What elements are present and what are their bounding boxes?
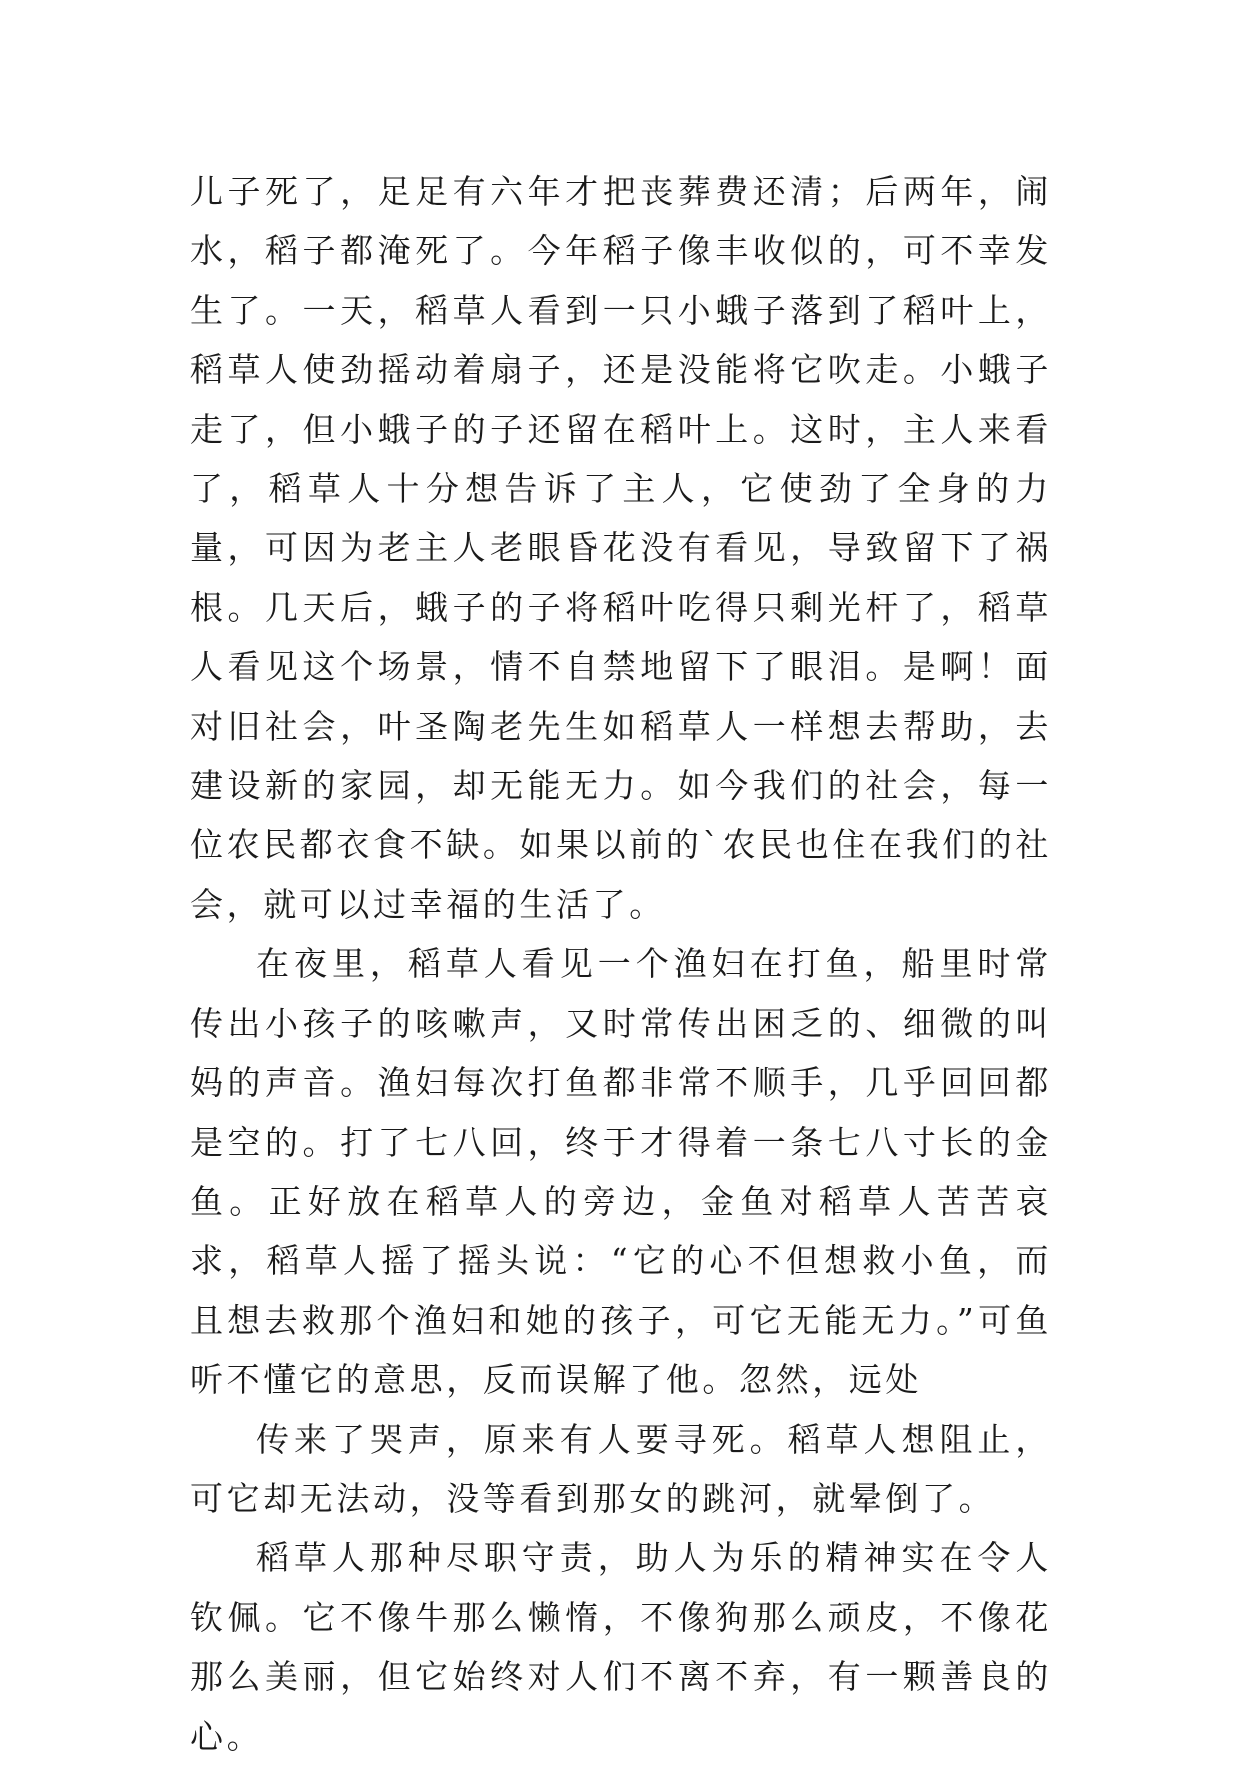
paragraph-4: 稻草人那种尽职守责，助人为乐的精神实在令人钦佩。它不像牛那么懒惰，不像狗那么顽皮，不像花那么美丽，但它始终对人们不离不弃，有一颗善良的心。 <box>190 1538 1052 1756</box>
paragraph-2: 在夜里，稻草人看见一个渔妇在打鱼，船里时常传出小孩子的咳嗽声，又时常传出困乏的、细微的叫妈的声音。渔妇每次打鱼都非常不顺手，几乎回回都是空的。打了七八回，终于才得着一条七八寸长的金鱼。正好放在稻草人的旁边，金鱼对稻草人苦苦哀求，稻草人摇了摇头说：“它的心不但想救小鱼，而且想去救那个渔妇和她的孩子，可它无能无力。”可鱼听不懂它的意思，反而误解了他。忽然，远处 <box>190 944 1052 1400</box>
document-body <box>190 162 1052 1766</box>
paragraph-1: 儿子死了，足足有六年才把丧葬费还清；后两年，闹水，稻子都淹死了。今年稻子像丰收似的，可不幸发生了。一天，稻草人看到一只小蛾子落到了稻叶上，稻草人使劲摇动着扇子，还是没能将它吹走。小蛾子走了，但小蛾子的子还留在稻叶上。这时，主人来看了，稻草人十分想告诉了主人，它使劲了全身的力量，可因为老主人老眼昏花没有看见，导致留下了祸根。几天后，蛾子的子将稻叶吃得只剩光杆了，稻草人看见这个场景，情不自禁地留下了眼泪。是啊！面对旧社会，叶圣陶老先生如稻草人一样想去帮助，去建设新的家园，却无能无力。如今我们的社会，每一位农民都衣食不缺。如果以前的`农民也住在我们的社会，就可以过幸福的生活了。 <box>190 172 1052 924</box>
paragraph-3: 传来了哭声，原来有人要寻死。稻草人想阻止，可它却无法动，没等看到那女的跳河，就晕倒了。 <box>190 1419 1052 1518</box>
